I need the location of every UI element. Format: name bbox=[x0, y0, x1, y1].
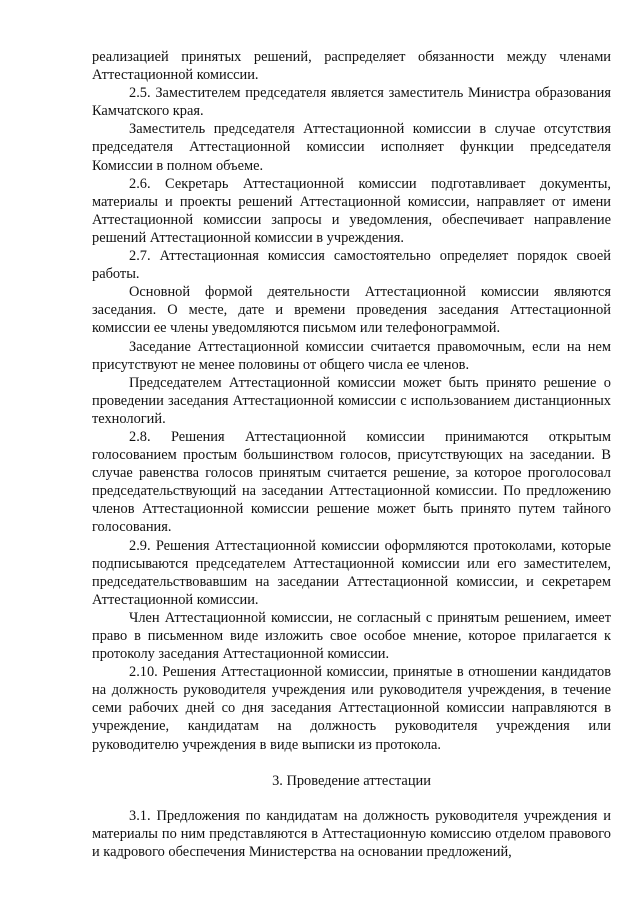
paragraph: реализацией принятых решений, распределяет обязанности между членами Аттестационной комиссии. bbox=[92, 49, 611, 84]
paragraph: 2.5. Заместителем председателя является заместитель Министра образования Камчатского края. bbox=[92, 85, 611, 120]
paragraph: 2.8. Решения Аттестационной комиссии принимаются открытым голосованием простым большинством голосов, присутствующих на заседании. В случае равенства голосов принятым считается решение, за которое проголосовал председательствующий на заседании Аттестационной комиссии. По предложению членов Аттестационной комиссии решение может быть принято путем тайного голосования. bbox=[92, 428, 611, 536]
section-heading: 3. Проведение аттестации bbox=[272, 772, 431, 789]
paragraph: Заседание Аттестационной комиссии считается правомочным, если на нем присутствуют не менее половины от общего числа ее членов. bbox=[92, 338, 611, 373]
paragraph: Основной формой деятельности Аттестационной комиссии являются заседания. О месте, дате и времени проведения заседания Аттестационной комиссии ее члены уведомляются письмом или телефонограммой. bbox=[92, 284, 611, 337]
paragraphs-before-heading bbox=[92, 48, 611, 754]
paragraphs-after-heading bbox=[92, 807, 611, 861]
paragraph: 2.7. Аттестационная комиссия самостоятельно определяет порядок своей работы. bbox=[92, 248, 611, 283]
paragraph: 3.1. Предложения по кандидатам на должность руководителя учреждения и материалы по ним представляются в Аттестационную комиссию отделом правового и кадрового обеспечения Министерства на основании предложений, bbox=[92, 807, 611, 860]
paragraph: 2.9. Решения Аттестационной комиссии оформляются протоколами, которые подписываются председателем Аттестационной комиссии или его заместителем, председательствовавшим на заседании Аттестационной комиссии, и секретарем Аттестационной комиссии. bbox=[92, 537, 611, 608]
document-body bbox=[92, 48, 611, 861]
paragraph: Заместитель председателя Аттестационной комиссии в случае отсутствия председателя Аттестационной комиссии исполняет функции председателя Комиссии в полном объеме. bbox=[92, 121, 611, 174]
paragraph: 2.10. Решения Аттестационной комиссии, принятые в отношении кандидатов на должность руководителя учреждения или руководителя учреждения, в течение семи рабочих дней со дня заседания Аттестационной комиссии направляются в учреждение, кандидатам на должность руководителя учреждения или руководителю учреждения в виде выписки из протокола. bbox=[92, 664, 611, 753]
paragraph: Председателем Аттестационной комиссии может быть принято решение о проведении заседания Аттестационной комиссии с использованием дистанционных технологий. bbox=[92, 374, 611, 427]
paragraph: Член Аттестационной комиссии, не согласный с принятым решением, имеет право в письменном виде изложить свое особое мнение, которое прилагается к протоколу заседания Аттестационной комиссии. bbox=[92, 609, 611, 663]
paragraph: 2.6. Секретарь Аттестационной комиссии подготавливает документы, материалы и проекты решений Аттестационной комиссии, направляет от имени Аттестационной комиссии запросы и уведомления, обеспечивает направление решений Аттестационной комиссии в учреждения. bbox=[92, 175, 611, 246]
